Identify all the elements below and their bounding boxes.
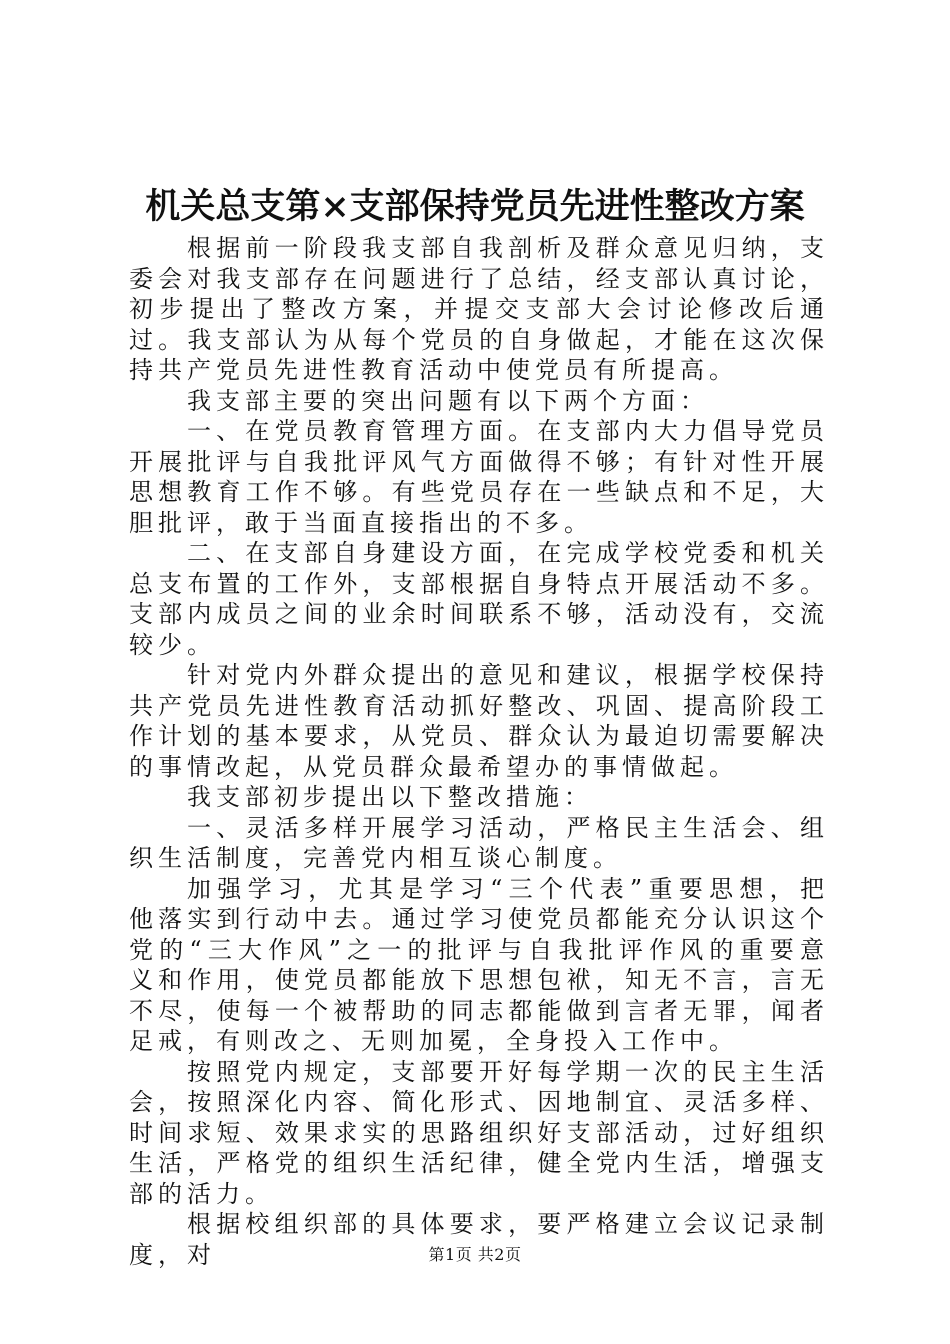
paragraph: 一、在党员教育管理方面。在支部内大力倡导党员开展批评与自我批评风气方面做得不够；有针对性开展思想教育工作不够。有些党员存在一些缺点和不足，大胆批评，敢于当面直接指出的不多。 — [129, 417, 829, 537]
paragraph: 我支部初步提出以下整改措施： — [187, 783, 593, 811]
document-body — [129, 233, 829, 1270]
paragraph: 按照党内规定，支部要开好每学期一次的民主生活会，按照深化内容、简化形式、因地制宜、灵活多样、时间求短、效果求实的思路组织好支部活动，过好组织生活，严格党的组织生活纪律，健全党内生活，增强支部的活力。 — [129, 1057, 829, 1208]
paragraph: 根据校组织部的具体要求，要严格建立会议记录制度，对 — [129, 1210, 829, 1269]
paragraph: 我支部主要的突出问题有以下两个方面： — [187, 386, 709, 415]
page-footer: 第1页 共2页 — [428, 1245, 522, 1264]
paragraph: 一、灵活多样开展学习活动，严格民主生活会、组织生活制度，完善党内相互谈心制度。 — [129, 813, 829, 872]
paragraph: 根据前一阶段我支部自我剖析及群众意见归纳，支委会对我支部存在问题进行了总结，经支部认真讨论，初步提出了整改方案，并提交支部大会讨论修改后通过。我支部认为从每个党员的自身做起，才能在这次保持共产党员先进性教育活动中使党员有所提高。 — [129, 234, 829, 384]
document-title: 机关总支第×支部保持党员先进性整改方案 — [145, 186, 805, 227]
paragraph: 二、在支部自身建设方面，在完成学校党委和机关总支布置的工作外，支部根据自身特点开展活动不多。支部内成员之间的业余时间联系不够，活动没有，交流较少。 — [129, 539, 829, 659]
paragraph: 加强学习，尤其是学习“三个代表”重要思想，把他落实到行动中去。通过学习使党员都能充分认识这个党的“三大作风”之一的批评与自我批评作风的重要意义和作用，使党员都能放下思想包袱，知无不言，言无不尽，使每一个被帮助的同志都能做到言者无罪，闻者足戒，有则改之、无则加冕，全身投入工作中。 — [129, 874, 829, 1055]
paragraph: 针对党内外群众提出的意见和建议，根据学校保持共产党员先进性教育活动抓好整改、巩固、提高阶段工作计划的基本要求，从党员、群众认为最迫切需要解决的事情改起，从党员群众最希望办的事情做起。 — [129, 661, 829, 781]
